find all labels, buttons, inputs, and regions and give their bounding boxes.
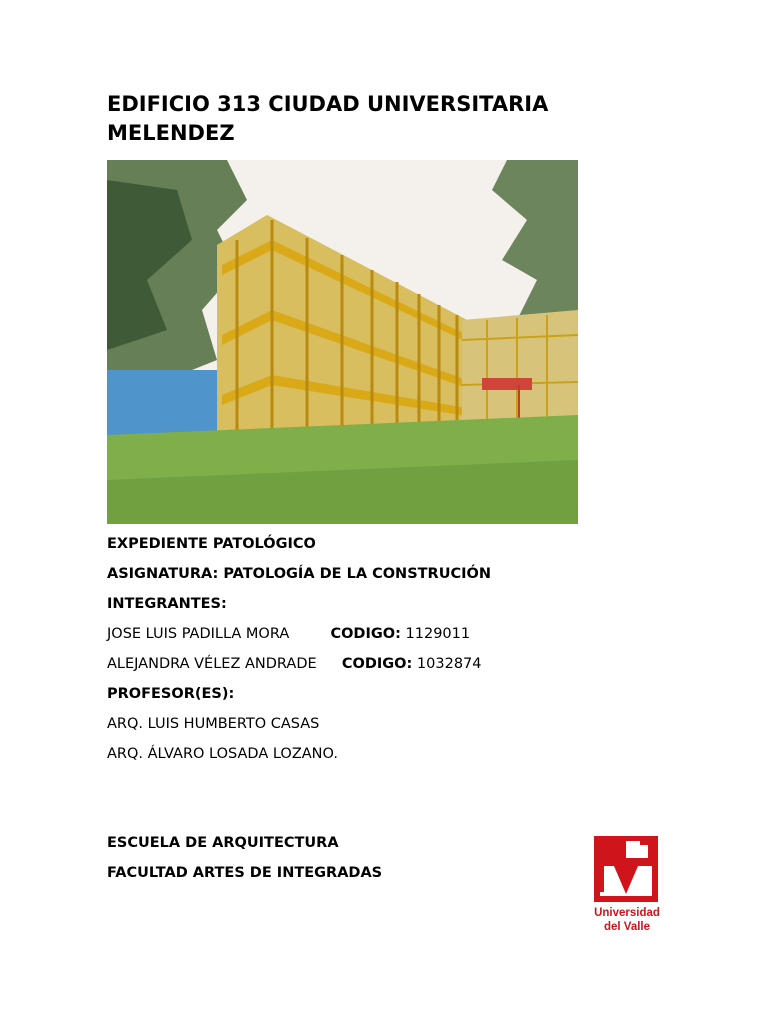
school-name: ESCUELA DE ARQUITECTURA [107,835,339,851]
member-row [107,656,482,672]
professor-name: ARQ. LUIS HUMBERTO CASAS [107,716,320,732]
code-label: CODIGO: [330,626,401,642]
member-row [107,626,470,642]
member-code: 1032874 [416,656,482,672]
building-photo [107,160,578,524]
member-name: ALEJANDRA VÉLEZ ANDRADE [107,656,317,672]
member-code: 1129011 [405,626,471,642]
faculty-name: FACULTAD ARTES DE INTEGRADAS [107,865,383,881]
university-logo-text [587,906,667,934]
logo-line-1: Universidad [594,907,660,919]
asignatura-label: ASIGNATURA: PATOLOGÍA DE LA CONSTRUCIÓN [107,566,491,582]
member-name: JOSE LUIS PADILLA MORA [107,626,290,642]
profesores-heading: PROFESOR(ES): [107,686,235,702]
document-title: EDIFICIO 313 CIUDAD UNIVERSITARIA MELENDEZ [107,92,549,145]
integrantes-heading: INTEGRANTES: [107,596,227,612]
expediente-label: EXPEDIENTE PATOLÓGICO [107,536,316,552]
professor-name: ARQ. ÁLVARO LOSADA LOZANO. [107,746,338,762]
code-label: CODIGO: [341,656,413,672]
logo-line-2: del Valle [603,921,651,933]
